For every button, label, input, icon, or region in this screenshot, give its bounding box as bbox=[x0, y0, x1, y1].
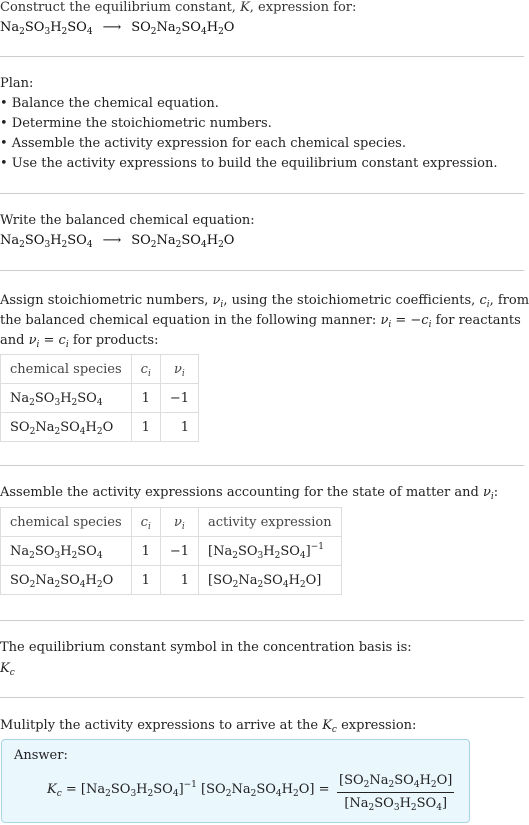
header-nu: $\nu_i$ bbox=[160, 355, 198, 384]
reactant-formula: $Na_2SO_3H_2SO_4$ bbox=[0, 233, 93, 250]
table-row bbox=[1, 413, 199, 442]
table-header-row bbox=[1, 355, 199, 384]
header-species: chemical species bbox=[1, 508, 132, 537]
balanced-heading: Write the balanced chemical equation: bbox=[0, 213, 255, 228]
divider bbox=[0, 193, 524, 194]
answer-box bbox=[1, 739, 470, 823]
header-activity: activity expression bbox=[199, 508, 342, 537]
divider bbox=[0, 465, 524, 466]
nu-cell: −1 bbox=[160, 537, 198, 566]
reaction-arrow: ⟶ bbox=[102, 233, 122, 248]
header-nu: $\nu_i$ bbox=[160, 508, 198, 537]
symbol-text: The equilibrium constant symbol in the concentration basis is: bbox=[0, 640, 412, 655]
answer-label: Answer: bbox=[14, 748, 68, 763]
plan-step: • Assemble the activity expression for each chemical species. bbox=[0, 136, 406, 151]
table-row bbox=[1, 537, 342, 566]
balanced-equation bbox=[0, 231, 234, 251]
multiply-text: Mulitply the activity expressions to arrive at the $K_c$ expression: bbox=[0, 718, 417, 735]
c-cell: 1 bbox=[131, 566, 160, 595]
reaction-equation bbox=[0, 18, 234, 38]
stoich-text: the balanced chemical equation in the following manner: $\nu_i = -c_i$ for reactants bbox=[0, 313, 521, 330]
table-header-row bbox=[1, 508, 342, 537]
c-cell: 1 bbox=[131, 537, 160, 566]
species-cell: $SO_2Na_2SO_4H_2O$ bbox=[1, 566, 132, 595]
header-species: chemical species bbox=[1, 355, 132, 384]
nu-cell: 1 bbox=[160, 413, 198, 442]
product-formula: $SO_2Na_2SO_4H_2O$ bbox=[131, 233, 235, 250]
plan-heading: Plan: bbox=[0, 76, 34, 91]
plan-step: • Determine the stoichiometric numbers. bbox=[0, 116, 272, 131]
c-cell: 1 bbox=[131, 384, 160, 413]
fraction-numerator: $[SO_2Na_2SO_4H_2O]$ bbox=[337, 772, 454, 793]
stoich-text: Assign stoichiometric numbers, $\nu_i$, using the stoichiometric coefficients, $c_i$, from bbox=[0, 293, 529, 310]
activity-cell: $[Na_2SO_3H_2SO_4]^{-1}$ bbox=[199, 537, 342, 566]
table-row bbox=[1, 384, 199, 413]
activity-cell: $[SO_2Na_2SO_4H_2O]$ bbox=[199, 566, 342, 595]
reaction-arrow: ⟶ bbox=[102, 20, 122, 35]
table-row bbox=[1, 566, 342, 595]
nu-cell: −1 bbox=[160, 384, 198, 413]
c-cell: 1 bbox=[131, 413, 160, 442]
stoich-table bbox=[0, 354, 199, 442]
divider bbox=[0, 620, 524, 621]
header-c: $c_i$ bbox=[131, 508, 160, 537]
fraction-denominator: $[Na_2SO_3H_2SO_4]$ bbox=[344, 796, 448, 813]
nu-cell: 1 bbox=[160, 566, 198, 595]
intro-text: Construct the equilibrium constant, K, expression for: bbox=[0, 0, 357, 15]
species-cell: $Na_2SO_3H_2SO_4$ bbox=[1, 384, 132, 413]
plan-step: • Balance the chemical equation. bbox=[0, 96, 219, 111]
divider bbox=[0, 697, 524, 698]
plan-step: • Use the activity expressions to build the equilibrium constant expression. bbox=[0, 156, 498, 171]
product-formula: $SO_2Na_2SO_4H_2O$ bbox=[131, 20, 235, 37]
divider bbox=[0, 270, 524, 271]
header-c: $c_i$ bbox=[131, 355, 160, 384]
divider bbox=[0, 56, 524, 57]
species-cell: $Na_2SO_3H_2SO_4$ bbox=[1, 537, 132, 566]
species-cell: $SO_2Na_2SO_4H_2O$ bbox=[1, 413, 132, 442]
kc-fraction bbox=[337, 772, 454, 813]
symbol-value: $K_c$ bbox=[0, 661, 15, 678]
activity-text: Assemble the activity expressions accounting for the state of matter and $\nu_i$: bbox=[0, 485, 499, 502]
stoich-text: and $\nu_i = c_i$ for products: bbox=[0, 333, 159, 350]
kc-expression: $K_c = [Na_2SO_3H_2SO_4]^{-1}$ $[SO_2Na_2SO_4H_2O]$ = bbox=[47, 780, 330, 799]
reactant-formula: $Na_2SO_3H_2SO_4$ bbox=[0, 20, 93, 37]
activity-table bbox=[0, 507, 342, 595]
